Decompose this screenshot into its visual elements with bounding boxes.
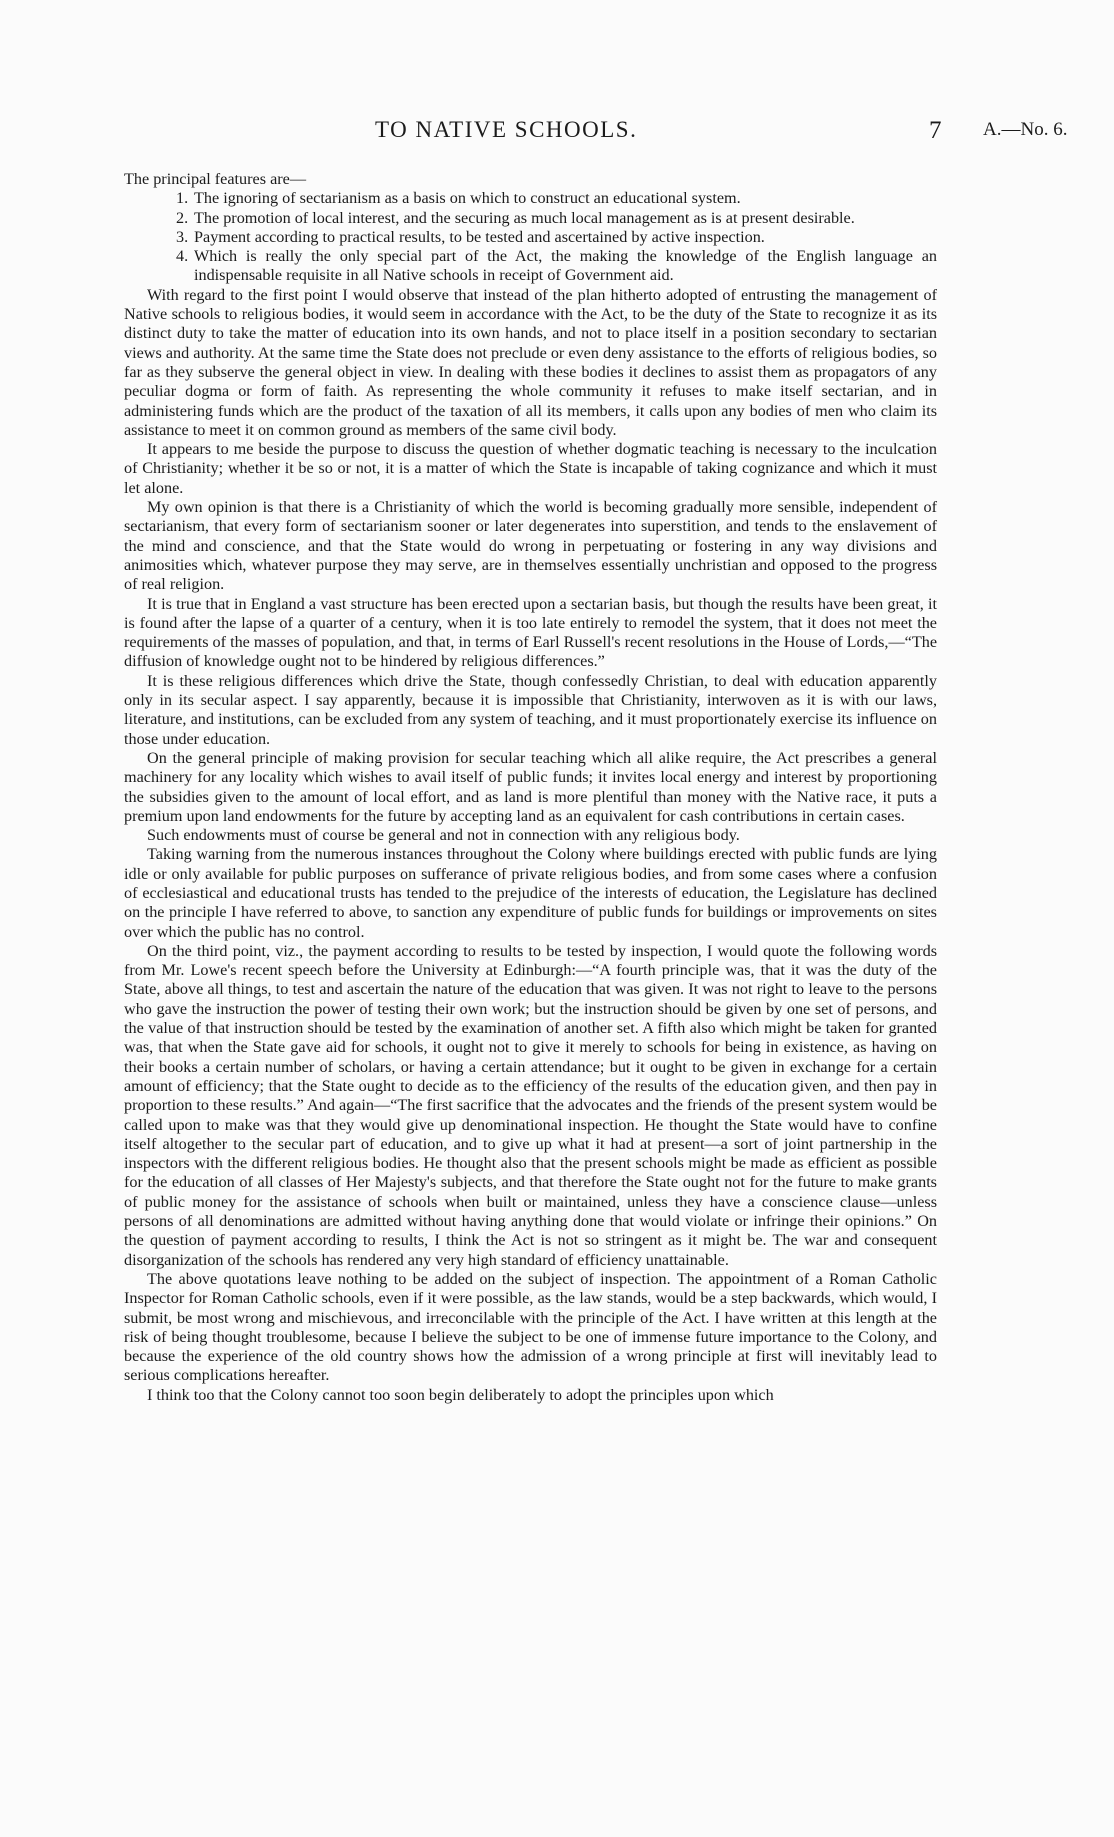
paragraph-inspection-quote: On the third point, viz., the payment according to results to be tested by inspection, I would quote the following words from Mr. Lowe's recent speech before the University at Edinburgh:—“A fourth principle was, that it was the duty of the State, above all things, to test and ascertain the nature of the education that was given. It was not right to leave to the persons who gave the instruction the power of testing their own work; but the instruction should be given by one set of persons, and the value of that instruction should be tested by the examination of another set. A fifth also which might be taken for granted was, that when the State gave aid for schools, it ought not to give it merely to schools for being in existence, as having on their books a certain number of scholars, or having a certain attendance; but it ought to be given in exchange for a certain amount of efficiency; that the State ought to decide as to the efficiency of the results of the education given, and then pay in proportion to these results.” And again—“The first sacrifice that the advocates and the friends of the present system would be called upon to make was that they would give up denominational inspection. He thought the State would have to confine itself altogether to the secular part of education, and to give up what it had at present—a sort of joint partnership in the inspectors with the different religious bodies. He thought also that the present schools might be made as efficient as possible for the education of all classes of Her Majesty's subjects, and that therefore the State ought not for the future to make grants of public money for the assistance of schools when built or maintained, unless they have a conscience clause—unless persons of all denominations are admitted without having anything done that would violate or infringe their opinions.” On the question of payment according to results, I think the Act is not so stringent as it might be. The war and consequent disorganization of the schools has rendered any very high standard of efficiency unattainable. bbox=[124, 941, 937, 1269]
feature-text: The ignoring of sectarianism as a basis on which to construct an educational system. bbox=[194, 189, 741, 208]
features-list bbox=[124, 189, 937, 285]
feature-number: 3. bbox=[176, 227, 189, 246]
paragraph-england: It is true that in England a vast structure has been erected upon a sectarian basis, but though the results have been great, it is found after the lapse of a quarter of a century, when it is too late entirely to remodel the system, that it does not meet the requirements of the masses of population, and that, in terms of Earl Russell's recent resolutions in the House of Lords,—“The diffusion of knowledge ought not to be hindered by religious differences.” bbox=[124, 594, 938, 671]
paragraph-buildings: Taking warning from the numerous instances throughout the Colony where buildings erected with public funds are lying idle or only available for public purposes on sufferance of private religious bodies, and from some cases where a confusion of ecclesiastical and educational trusts has tended to the prejudice of the interests of education, the Legislature has declined on the principle I have referred to above, to sanction any expenditure of public funds for buildings or improvements on sites over which the public has no control. bbox=[124, 845, 937, 941]
paragraph-dogmatic-teaching: It appears to me beside the purpose to discuss the question of whether dogmatic teaching is necessary to the inculcation of Christianity; whether it be so or not, it is a matter of which the State is incapable of taking cognizance and which it must let alone. bbox=[124, 440, 937, 497]
running-header bbox=[0, 117, 1114, 147]
paragraph-secular-teaching: On the general principle of making provision for secular teaching which all alike require, the Act prescribes a general machinery for any locality which wishes to avail itself of public funds; it invites local energy and interest by proportioning the subsidies given to the amount of local effort, and as land is more plentiful than money with the Native race, it puts a premium upon land endowments for the future by accepting land as an equivalent for cash contributions in certain cases. bbox=[124, 748, 937, 825]
features-intro: The principal features are— bbox=[124, 170, 307, 188]
document-reference: A.—No. 6. bbox=[983, 119, 1068, 140]
page-body bbox=[124, 170, 937, 1405]
paragraph-opinion: My own opinion is that there is a Christianity of which the world is becoming gradually more sensible, independent of sectarianism, that every form of sectarianism sooner or later degenerates into superstition, and tends to the enslavement of the mind and conscience, and that the State would do wrong in perpetuating or fostering in any way divisions and animosities which, whatever purpose they may serve, are in themselves essentially unchristian and opposed to the progress of real religion. bbox=[124, 498, 937, 594]
paragraph-endowments: Such endowments must of course be general and not in connection with any religious body. bbox=[147, 826, 740, 845]
feature-number: 2. bbox=[176, 208, 189, 227]
feature-item bbox=[176, 209, 937, 228]
paragraph-closing: I think too that the Colony cannot too soon begin deliberately to adopt the principles upon which bbox=[147, 1385, 774, 1404]
running-title: TO NATIVE SCHOOLS. bbox=[375, 117, 638, 142]
paragraph-first-point: With regard to the first point I would observe that instead of the plan hitherto adopted of entrusting the management of Native schools to religious bodies, it would seem in accordance with the Act, to be the duty of the State to recognize it as its distinct duty to take the matter of education into its own hands, and not to place itself in a position secondary to sectarian views and authority. At the same time the State does not preclude or even deny assistance to the efforts of religious bodies, so far as they subserve the general object in view. In dealing with these bodies it declines to assist them as propagators of any peculiar dogma or form of faith. As representing the whole community it refuses to make itself sectarian, and in administering funds which are the product of the taxation of all its members, it calls upon any bodies of men who claim its assistance to meet it on common ground as members of the same civil body. bbox=[124, 285, 937, 439]
feature-number: 4. bbox=[176, 247, 189, 266]
paragraph-quotations: The above quotations leave nothing to be added on the subject of inspection. The appointment of a Roman Catholic Inspector for Roman Catholic schools, even if it were possible, as the law stands, would be a step backwards, which would, I submit, be most wrong and mischievous, and irreconcilable with the principle of the Act. I have written at this length at the risk of being thought troublesome, because I believe the subject to be one of immense future importance to the Colony, and because the experience of the old country shows how the admission of a wrong principle at first will inevitably lead to serious complications hereafter. bbox=[124, 1269, 937, 1385]
feature-text: Payment according to practical results, to be tested and ascertained by active inspection. bbox=[194, 227, 765, 246]
paragraph-religious-differences: It is these religious differences which drive the State, though confessedly Christian, to deal with education apparently only in its secular aspect. I say apparently, because it is impossible that Christianity, interwoven as it is with our laws, literature, and institutions, can be excluded from any system of teaching, and it must proportionately exercise its influence on those under education. bbox=[124, 671, 937, 748]
feature-number: 1. bbox=[176, 189, 189, 208]
page-number: 7 bbox=[929, 117, 942, 144]
feature-item bbox=[176, 247, 937, 286]
feature-item bbox=[176, 228, 937, 247]
feature-text: The promotion of local interest, and the securing as much local management as is at present desirable. bbox=[194, 208, 855, 227]
feature-item bbox=[176, 189, 937, 208]
feature-text: Which is really the only special part of the Act, the making the knowledge of the English language an indispensable requisite in all Native schools in receipt of Government aid. bbox=[194, 247, 937, 285]
